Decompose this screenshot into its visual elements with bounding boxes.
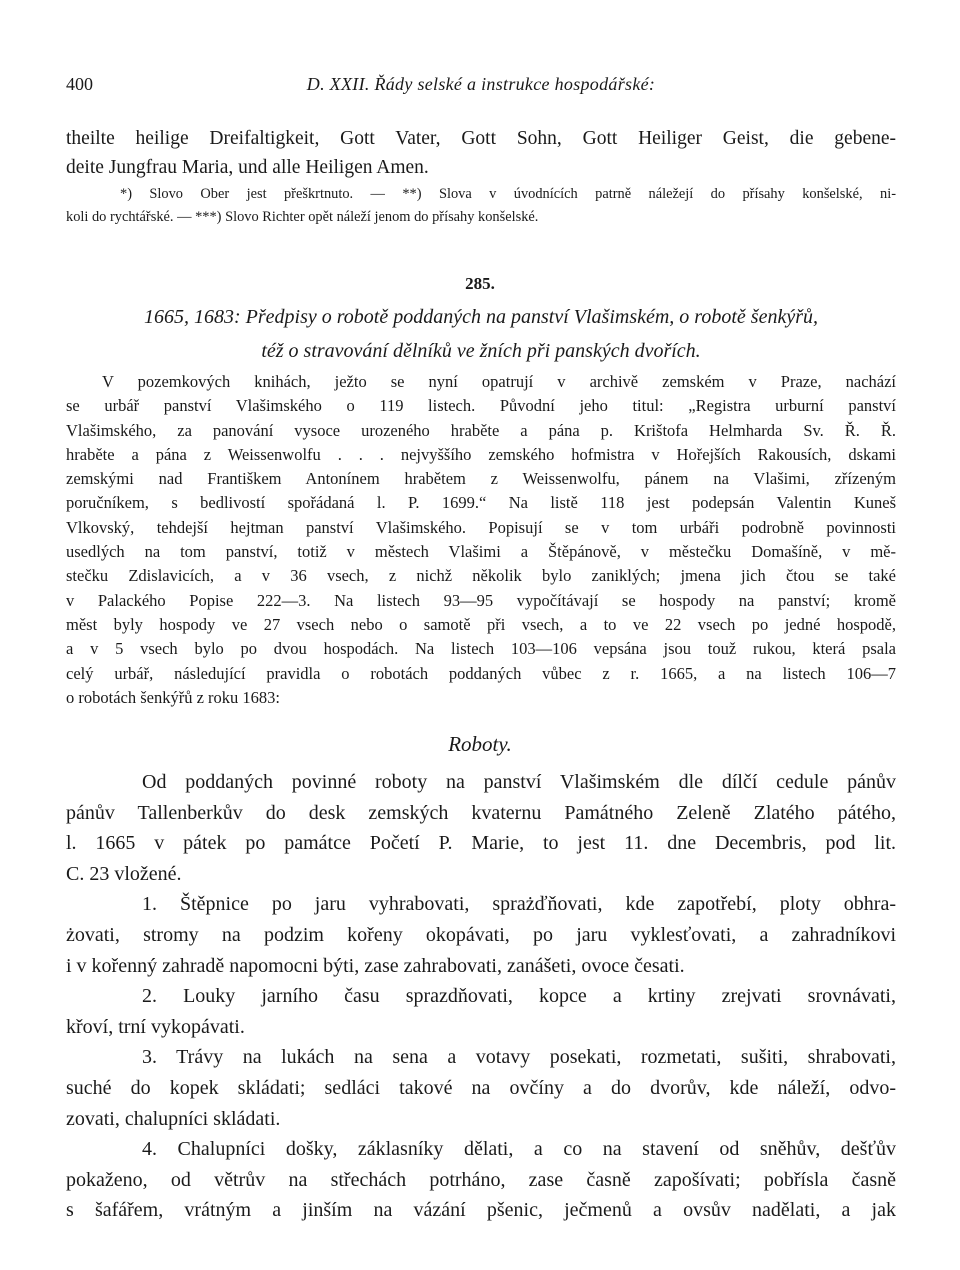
intro-line: Vlkovský, tehdejší hejtman panství Vlašimského. Popisují se v tom urbáři podrobně povinnosti	[66, 517, 896, 537]
section-body	[66, 767, 896, 1226]
title-line: též o stravování dělníků ve žních při panských dvořích.	[261, 340, 701, 362]
body-line: l. 1665 v pátek po památce Početí P. Marie, to jest 11. dne Decembris, pod lit.	[66, 832, 896, 855]
body-line: żovati, stromy na podzim kořeny okopávati, po jaru vyklesťovati, a zahradníkovi	[66, 923, 896, 946]
body-line: 3. Trávy na lukách na sena a votavy posekati, rozmetati, sušiti, shrabovati,	[142, 1046, 896, 1069]
body-line: s šafářem, vrátným a jinším na vázání pšenic, ječmenů a ovsův nadělati, a jak	[66, 1199, 896, 1222]
page-header	[66, 74, 896, 100]
text-line: theilte heilige Dreifaltigkeit, Gott Vater, Gott Sohn, Gott Heiliger Geist, die gebene-	[66, 128, 896, 149]
intro-line: hraběte a pána z Weissenwolfu . . . nejvyššího zemského hofmistra v Hořejších Rakousích, dskami	[66, 444, 896, 464]
body-line: suché do kopek skládati; sedláci takové na ovčíny a do dvorův, kde náleží, odvo-	[66, 1076, 896, 1099]
intro-line: poručníkem, s bedlivostí spořádaná l. P. 1699.“ Na listě 118 jest podepsán Valentin Kuneš	[66, 493, 896, 513]
intro-line: zemskými nad Františkem Antonínem hrabětem z Weissenwolfu, pánem na Vlašimi, zřízeným	[66, 469, 896, 489]
document-number: 285.	[465, 274, 495, 293]
intro-line: usedlých na tom panství, totiž v městech Vlašimi a Štěpánově, v městečku Domašíně, v mě-	[66, 542, 896, 562]
section-heading: Roboty.	[448, 732, 512, 756]
body-line: Od poddaných povinné roboty na panství Vlašimském dle dílčí cedule pánův	[142, 771, 896, 793]
body-line: C. 23 vložené.	[66, 862, 182, 885]
intro-line: měst byly hospody ve 27 vsech nebo o samotě při vsech, a to ve 22 vsech po jedné hospodě,	[66, 614, 896, 634]
intro-line: o robotách šenkýřů z roku 1683:	[66, 687, 280, 707]
body-line: zovati, chalupníci skládati.	[66, 1107, 281, 1130]
text-line: deite Jungfrau Maria, und alle Heiligen Amen.	[66, 157, 429, 178]
editorial-intro	[66, 370, 896, 710]
intro-line: Vlašimského, za panování vysoce urozeného hraběte a pána p. Krištofa Helmharda Sv. Ř. Ř.	[66, 420, 896, 440]
continued-text	[66, 124, 896, 182]
body-line: 1. Štěpnice po jaru vyhrabovati, sprażďňovati, kde zapotřebí, ploty obhra-	[142, 893, 896, 916]
intro-line: v Palackého Popise 222—3. Na listech 93—95 vypočítávají se hospody na panství; kromě	[66, 590, 896, 610]
footnote-line: koli do rychtářské. — ***) Slovo Richter opět náleží jenom do přísahy konšelské.	[66, 209, 539, 225]
document-title	[66, 300, 896, 368]
body-line: i v kořenný zahradě napomocni býti, zase zahrabovati, zanášeti, ovoce česati.	[66, 954, 685, 977]
intro-line: stečku Zdislavicích, a v 36 vsech, z nichž několik bylo zaniklých; jmena jich čtou se také	[66, 566, 896, 586]
body-line: křoví, trní vykopávati.	[66, 1015, 245, 1038]
intro-line: celý urbář, následující pravidla o robotách poddaných vůbec z r. 1665, a na listech 106—7	[66, 663, 896, 683]
body-line: pánův Tallenberkův do desk zemských kvaternu Památného Zeleně Zlatého pátého,	[66, 801, 896, 824]
footnote-line: *) Slovo Ober jest přeškrtnuto. — **) Slova v úvodnících patrně náležejí do přísahy konšelské, ni-	[120, 186, 896, 202]
body-line: pokaženo, od větrův na střechách potrháno, zase časně zapošívati; pobřísla časně	[66, 1168, 896, 1191]
footnotes	[66, 183, 896, 229]
intro-line: V pozemkových knihách, ježto se nyní opatrují v archivě zemském v Praze, nachází	[102, 372, 896, 391]
intro-line: a v 5 vsech bylo po dvou hospodách. Na listech 103—106 vepsána jsou touž rukou, která psala	[66, 639, 896, 659]
page-number: 400	[66, 74, 93, 94]
running-head: D. XXII. Řády selské a instrukce hospodářské:	[306, 74, 656, 94]
intro-line: se urbář panství Vlašimského o 119 listech. Původní jeho titul: „Registra urburní panství	[66, 396, 896, 416]
body-line: 2. Louky jarního času sprazdňovati, kopce a krtiny zrejvati srovnávati,	[142, 985, 896, 1008]
title-line: 1665, 1683: Předpisy o robotě poddaných na panství Vlašimském, o robotě šenkýřů,	[144, 306, 818, 328]
body-line: 4. Chalupníci došky, záklasníky dělati, a co na stavení od sněhův, dešťův	[142, 1138, 896, 1161]
